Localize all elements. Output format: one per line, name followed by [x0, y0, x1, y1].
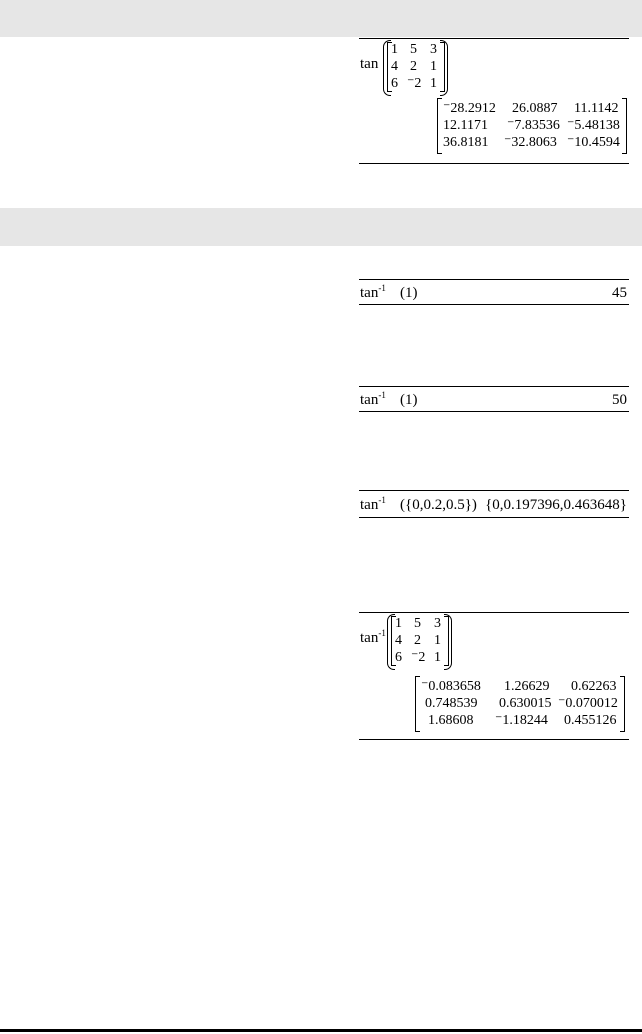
- example-bottom-rule: [359, 739, 629, 740]
- matrix-cell: 0.455126: [564, 713, 617, 728]
- result-matrix: [437, 98, 627, 154]
- example-bottom-rule: [359, 411, 629, 412]
- example-arctan-list: [359, 491, 629, 517]
- input-matrix: [391, 616, 449, 666]
- matrix-cell: 1: [430, 59, 437, 74]
- matrix-cell: 11.1142: [574, 101, 619, 116]
- argument-expression: (1): [400, 392, 418, 408]
- matrix-cell: 1: [395, 616, 402, 631]
- matrix-cell: 0.62263: [571, 679, 617, 694]
- matrix-cell: 36.8181: [443, 135, 489, 150]
- matrix-cell: 5: [414, 616, 421, 631]
- matrix-cell: ⁻32.8063: [504, 135, 557, 150]
- example-tan-matrix: [359, 38, 629, 164]
- function-name: $\tan^{-1}$: [360, 390, 386, 408]
- page-footer-rule: [0, 1029, 642, 1032]
- matrix-cell: 0.748539: [425, 696, 478, 711]
- section-header-band-arctan: [0, 208, 642, 246]
- matrix-cell: 26.0887: [512, 101, 558, 116]
- matrix-cell: 6: [391, 76, 398, 91]
- function-name: $\tan^{-1}$: [360, 495, 386, 513]
- matrix-cell: ⁻2: [411, 650, 426, 665]
- matrix-cell: 0.630015: [499, 696, 552, 711]
- matrix-cell: 1: [434, 650, 441, 665]
- matrix-cell: 3: [434, 616, 441, 631]
- matrix-cell: 1: [391, 42, 398, 57]
- function-name: $\tan^{-1}$: [360, 628, 386, 646]
- matrix-cell: 2: [414, 633, 421, 648]
- matrix-cell: 1: [430, 76, 437, 91]
- result-value: 45: [612, 285, 627, 301]
- example-arctan-degree: [359, 280, 629, 304]
- argument-expression: ({0,0.2,0.5}): [400, 497, 477, 513]
- close-paren: [440, 40, 448, 96]
- example-bottom-rule: [359, 517, 629, 518]
- matrix-cell: 6: [395, 650, 402, 665]
- function-name: tan: [360, 56, 379, 72]
- matrix-cell: ⁻7.83536: [507, 118, 560, 133]
- result-value: 50: [612, 392, 627, 408]
- matrix-cell: ⁻28.2912: [443, 101, 496, 116]
- matrix-cell: 1.26629: [504, 679, 550, 694]
- matrix-cell: 1.68608: [428, 713, 474, 728]
- example-arctan-matrix: [359, 612, 629, 739]
- example-bottom-rule: [359, 304, 629, 305]
- matrix-cell: 1: [434, 633, 441, 648]
- matrix-cell: 2: [410, 59, 417, 74]
- argument-expression: (1): [400, 285, 418, 301]
- matrix-cell: 5: [410, 42, 417, 57]
- input-matrix: [387, 42, 445, 92]
- matrix-cell: 4: [391, 59, 398, 74]
- example-arctan-gradian: [359, 387, 629, 411]
- section-header-band: [0, 0, 642, 37]
- example-bottom-rule: [359, 163, 629, 164]
- result-matrix: [415, 676, 625, 732]
- result-value: {0,0.197396,0.463648}: [485, 497, 627, 513]
- matrix-cell: ⁻0.083658: [421, 679, 481, 694]
- function-name: $\tan^{-1}$: [360, 283, 386, 301]
- matrix-cell: ⁻10.4594: [567, 135, 620, 150]
- matrix-cell: 4: [395, 633, 402, 648]
- matrix-cell: ⁻1.18244: [495, 713, 548, 728]
- matrix-cell: ⁻5.48138: [567, 118, 620, 133]
- matrix-cell: 3: [430, 42, 437, 57]
- close-paren: [444, 614, 452, 670]
- matrix-cell: ⁻2: [407, 76, 422, 91]
- matrix-cell: ⁻0.070012: [558, 696, 618, 711]
- matrix-cell: 12.1171: [443, 118, 488, 133]
